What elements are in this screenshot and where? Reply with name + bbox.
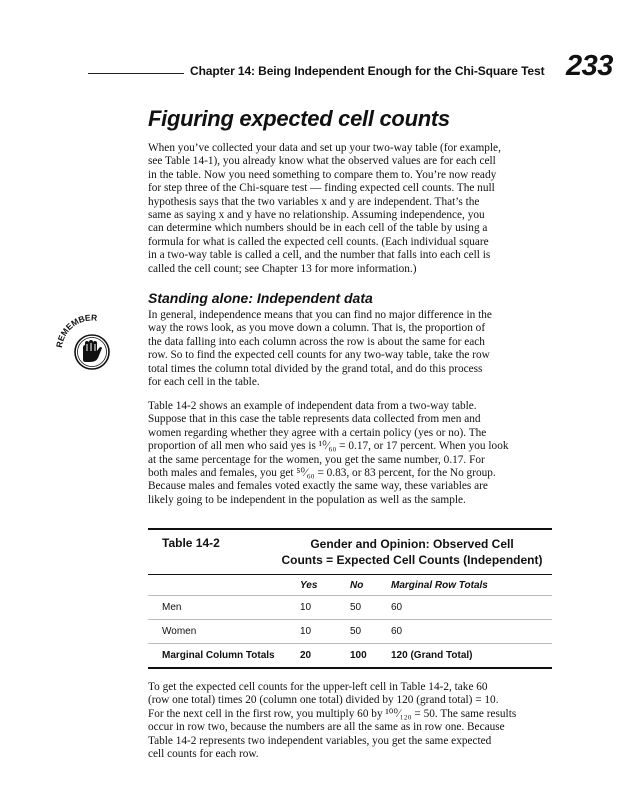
table-column-headers [148, 575, 552, 596]
text-line: Suppose that in this case the table represents data collected from men and [148, 413, 481, 426]
remember-icon [52, 310, 128, 374]
text-line: formula for what is called the expected cell counts. (Each individual square [148, 235, 489, 248]
table-cell: 10 [300, 602, 312, 613]
table-cell: 60 [391, 602, 403, 613]
table-title-line: Gender and Opinion: Observed Cell [310, 537, 514, 551]
text-line: both males and females, you get ⁵⁰⁄₆₀ = 0.83, or 83 percent, for the No group. [148, 467, 496, 480]
text-line: hypothesis says that the two variables x and y are independent. That’s the [148, 195, 480, 208]
column-header: No [350, 579, 364, 591]
table-header [148, 530, 552, 568]
text-line: (row one total) times 20 (column one total) divided by 120 (grand total) = 10. [148, 694, 499, 707]
column-header: Yes [300, 579, 318, 591]
text-line: To get the expected cell counts for the upper-left cell in Table 14-2, take 60 [148, 681, 488, 693]
table-cell: Men [162, 602, 182, 613]
table-title-line: Counts = Expected Cell Counts (Independent) [281, 553, 543, 567]
text-line: likely going to be independent in the population as well as the sample. [148, 493, 466, 506]
table-cell: 10 [300, 626, 312, 637]
text-line: row. So to find the expected cell counts for any two-way table, take the row [148, 349, 490, 362]
text-line: for step three of the Chi-square test — finding expected cell counts. The null [148, 182, 495, 195]
text-line: can determine which numbers should be in each cell of the table by using a [148, 222, 488, 235]
table-cell: Women [162, 626, 197, 637]
subsection-heading: Standing alone: Independent data [148, 290, 373, 306]
table-row [148, 596, 552, 620]
section-title: Figuring expected cell counts [148, 106, 450, 131]
table-cell: 100 [350, 650, 367, 661]
text-line: Because males and females voted exactly the same way, these variables are [148, 480, 488, 493]
table-row [148, 620, 552, 644]
header-rule [88, 73, 184, 74]
text-line: in the table. Now you need something to compare them to. You’re now ready [148, 168, 497, 181]
table-label: Table 14-2 [162, 536, 220, 550]
text-line: cell counts for each row. [148, 748, 259, 761]
text-line: in a two-way table is called a cell, and the number that falls into each cell is [148, 249, 491, 262]
text-line: Table 14-2 represents two independent variables, you get the same expected [148, 734, 492, 747]
text-line: for each cell in the table. [148, 376, 260, 389]
text-line: proportion of all men who said yes is ¹⁰⁄₆₀ = 0.17, or 17 percent. When you look [148, 440, 509, 453]
table-cell: 60 [391, 626, 403, 637]
table-title [272, 536, 552, 568]
text-line: When you’ve collected your data and set up your two-way table (for example, [148, 142, 501, 154]
table-14-2 [148, 528, 552, 669]
text-line: occur in row two, because the numbers are all the same as in row one. Because [148, 721, 505, 734]
text-line: see Table 14-1), you already know what the observed values are for each cell [148, 155, 496, 168]
text-line: Table 14-2 shows an example of independent data from a two-way table. [148, 400, 477, 412]
text-line: at the same percentage for the women, you get the same number, 0.17. For [148, 453, 485, 466]
table-cell: 20 [300, 650, 312, 661]
column-header: Marginal Row Totals [391, 579, 488, 591]
text-line: called the cell count; see Chapter 13 for more information.) [148, 262, 417, 275]
table-totals-row [148, 644, 552, 669]
table-cell: 50 [350, 626, 362, 637]
text-line: same as saying x and y have no relationship. Assuming independence, you [148, 209, 485, 222]
text-line: In general, independence means that you can find no major difference in the [148, 309, 492, 321]
text-line: way the rows look, as you move down a column. That is, the proportion of [148, 322, 486, 335]
table-cell: 50 [350, 602, 362, 613]
text-line: For the next cell in the first row, you multiply 60 by ¹⁰⁰⁄₁₂₀ = 50. The same results [148, 707, 517, 720]
table-cell: Marginal Column Totals [162, 650, 275, 661]
table-cell: 120 (Grand Total) [391, 650, 473, 661]
text-line: total times the column total divided by the grand total, and do this process [148, 362, 483, 375]
page-number: 233 [566, 50, 613, 82]
independence-paragraph [148, 309, 568, 389]
example-paragraph [148, 400, 568, 507]
text-line: women regarding whether they agree with a certain policy (yes or no). The [148, 426, 487, 439]
chapter-header: Chapter 14: Being Independent Enough for the Chi-Square Test [190, 64, 545, 78]
remember-icon-label: REMEMBER [53, 312, 98, 349]
text-line: the data falling into each column across the row is about the same for each [148, 335, 485, 348]
intro-paragraph [148, 142, 568, 276]
calculation-paragraph [148, 681, 568, 761]
